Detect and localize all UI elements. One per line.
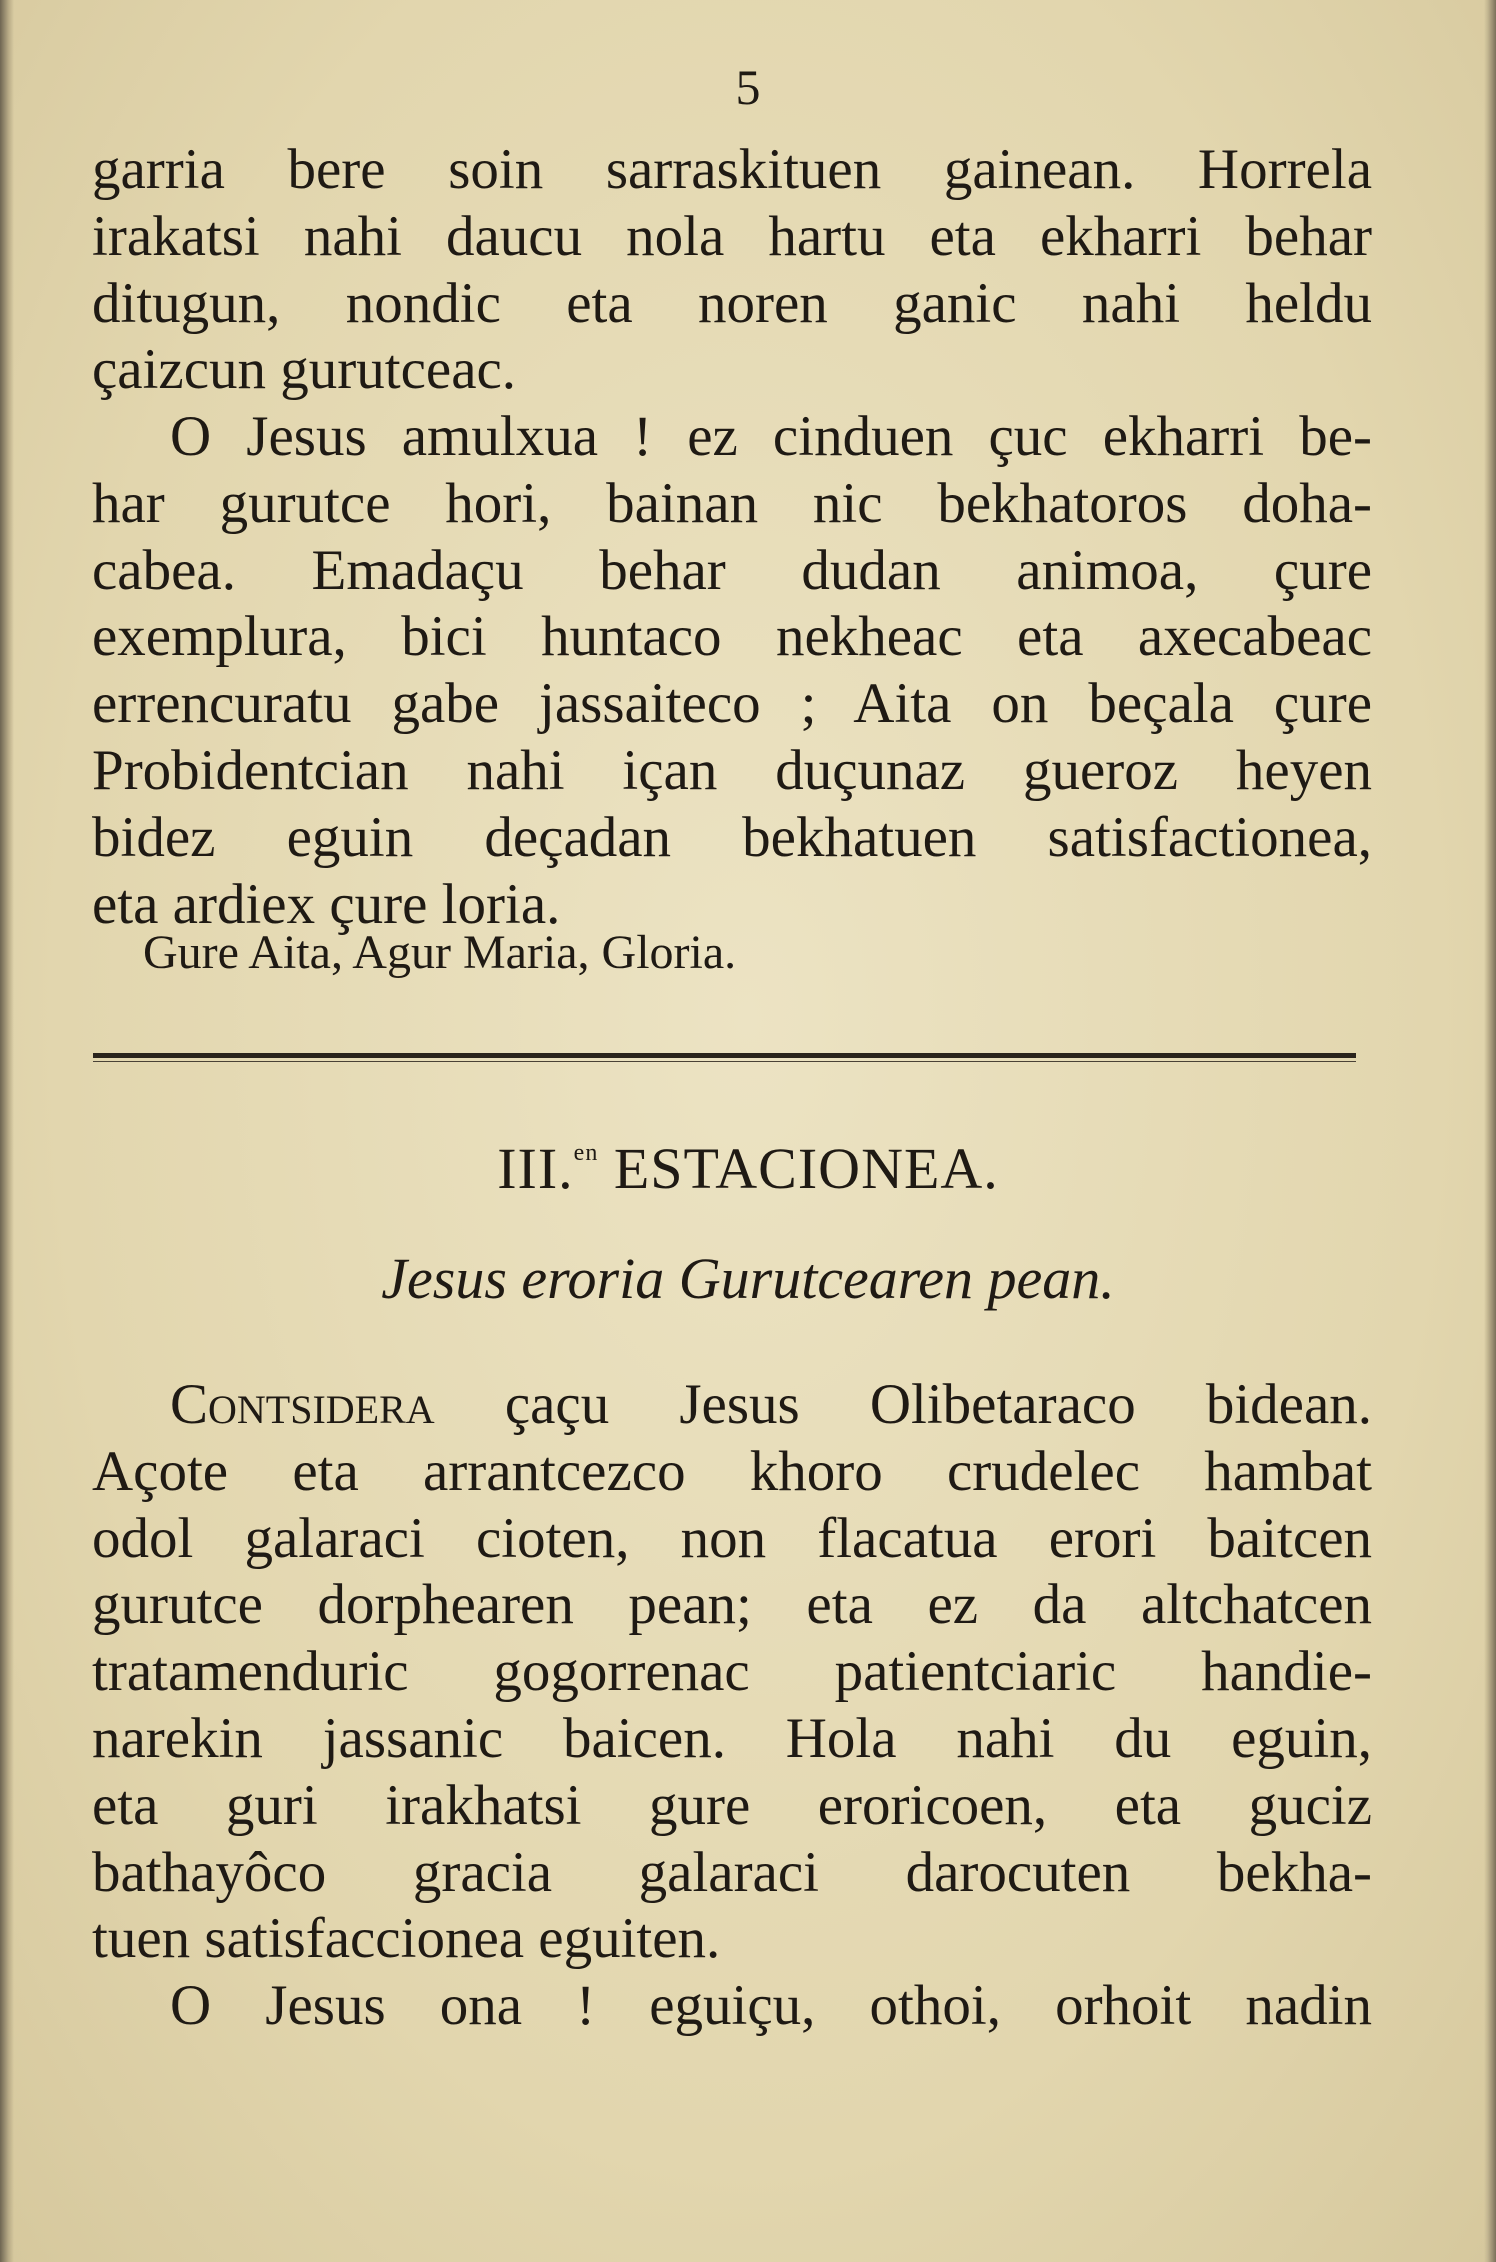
text-line: bidez eguin deçadan bekhatuen satisfactionea, — [92, 805, 1372, 869]
paragraph-3 — [92, 1372, 1372, 1973]
first-word: Contsidera — [170, 1373, 435, 1436]
text-line: eta ardiex çure loria. — [92, 872, 561, 936]
text-line: eta guri irakhatsi gure eroricoen, eta guciz — [92, 1773, 1372, 1837]
first-line-rest: çaçu Jesus Olibetaraco bidean. — [504, 1373, 1373, 1436]
heading-title: ESTACIONEA. — [613, 1136, 999, 1201]
text-line: cabea. Emadaçu behar dudan animoa, çure — [92, 538, 1372, 602]
text-line: gurutce dorphearen pean; eta ez da altchatcen — [92, 1573, 1372, 1637]
prayer-line: Gure Aita, Agur Maria, Gloria. — [143, 926, 737, 979]
text-line: narekin jassanic baicen. Hola nahi du eguin, — [92, 1706, 1372, 1770]
page-number: 5 — [735, 59, 761, 115]
heading-prefix: III. — [497, 1136, 574, 1201]
paragraph-4 — [92, 1973, 1372, 2040]
text-line: har gurutce hori, bainan nic bekhatoros doha- — [92, 471, 1372, 535]
text-line: Probidentcian nahi içan duçunaz gueroz heyen — [92, 738, 1372, 802]
text-line-first — [92, 1372, 1372, 1439]
page-left-edge — [0, 0, 14, 2262]
text-line: çaizcun gurutceac. — [92, 338, 517, 402]
section-subtitle: Jesus eroria Gurutcearen pean. — [381, 1246, 1115, 1311]
section-divider-thin — [93, 1061, 1356, 1062]
text-line: O Jesus ona ! eguiçu, othoi, orhoit nadin — [170, 1974, 1372, 2037]
text-line: Açote eta arrantcezco khoro crudelec hambat — [92, 1439, 1372, 1503]
section-divider — [93, 1053, 1356, 1058]
text-line: bathayôco gracia galaraci darocuten bekha- — [92, 1840, 1372, 1904]
text-line: odol galaraci cioten, non flacatua erori baitcen — [92, 1506, 1372, 1570]
text-line: irakatsi nahi daucu nola hartu eta ekharri behar — [92, 204, 1372, 268]
text-line: O Jesus amulxua ! ez cinduen çuc ekharri be- — [170, 405, 1372, 468]
text-line: exemplura, bici huntaco nekheac eta axecabeac — [92, 605, 1372, 669]
paragraph-1 — [92, 137, 1372, 404]
page-right-edge — [1484, 0, 1496, 2262]
text-line: tratamenduric gogorrenac patientciaric handie- — [92, 1640, 1372, 1704]
heading-superscript: en — [573, 1140, 599, 1166]
section-heading — [0, 1135, 1496, 1202]
paragraph-2 — [92, 404, 1372, 938]
text-line: garria bere soin sarraskituen gainean. Horrela — [92, 138, 1372, 201]
text-line: tuen satisfaccionea eguiten. — [92, 1907, 721, 1971]
text-line: ditugun, nondic eta noren ganic nahi heldu — [92, 271, 1372, 335]
text-line: errencuratu gabe jassaiteco ; Aita on beçala çure — [92, 672, 1372, 736]
